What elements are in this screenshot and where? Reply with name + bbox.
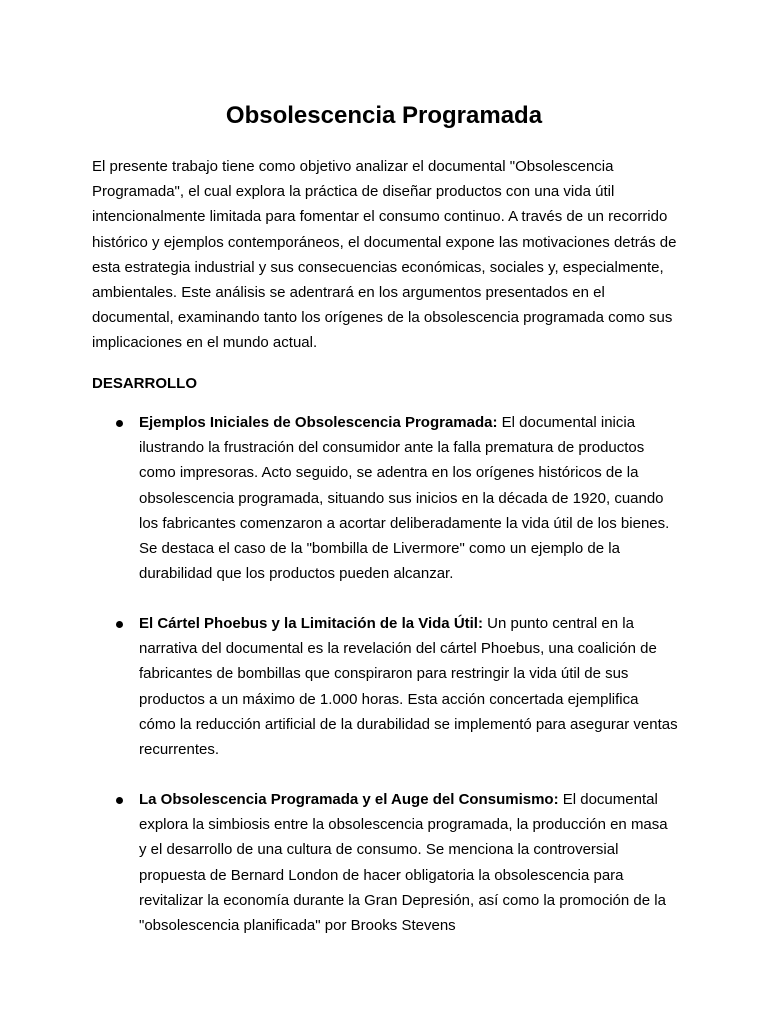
bullet-icon	[116, 420, 123, 427]
bullet-icon	[116, 621, 123, 628]
section-heading: DESARROLLO	[92, 375, 197, 392]
list-item	[139, 787, 679, 938]
list-item-text: El documental inicia ilustrando la frustración del consumidor ante la falla prematura de productos como impresoras. Acto seguido, se adentra en los orígenes históricos de la obsolescencia programada, situando sus inicios en la década de 1920, cuando los fabricantes comenzaron a acortar deliberadamente la vida útil de los bienes. Se destaca el caso de la "bombilla de Livermore" como un ejemplo de la durabilidad que los productos pueden alcanzar.	[139, 414, 670, 583]
list-item-text: El documental explora la simbiosis entre la obsolescencia programada, la producción en masa y el desarrollo de una cultura de consumo. Se menciona la controversial propuesta de Bernard London de hacer obligatoria la obsolescencia para revitalizar la economía durante la Gran Depresión, así como la promoción de la "obsolescencia planificada" por Brooks Stevens	[139, 791, 668, 935]
list-item-heading: Ejemplos Iniciales de Obsolescencia Programada:	[139, 414, 498, 431]
document-title: Obsolescencia Programada	[225, 102, 543, 129]
bullet-icon	[116, 797, 123, 804]
list-item	[139, 611, 679, 762]
list-item	[139, 410, 679, 586]
list-item-heading: El Cártel Phoebus y la Limitación de la Vida Útil:	[139, 615, 483, 632]
list-item-heading: La Obsolescencia Programada y el Auge del Consumismo:	[139, 791, 559, 808]
intro-paragraph: El presente trabajo tiene como objetivo analizar el documental "Obsolescencia Programada", el cual explora la práctica de diseñar productos con una vida útil intencionalmente limitada para fomentar el consumo continuo. A través de un recorrido histórico y ejemplos contemporáneos, el documental expone las motivaciones detrás de esta estrategia industrial y sus consecuencias económicas, sociales y, especialmente, ambientales. Este análisis se adentrará en los argumentos presentados en el documental, examinando tanto los orígenes de la obsolescencia programada como sus implicaciones en el mundo actual.	[92, 158, 677, 352]
list-item-text: Un punto central en la narrativa del documental es la revelación del cártel Phoebus, una coalición de fabricantes de bombillas que conspiraron para restringir la vida útil de sus productos a un máximo de 1.000 horas. Esta acción concertada ejemplifica cómo la reducción artificial de la durabilidad se implementó para asegurar ventas recurrentes.	[139, 615, 678, 759]
